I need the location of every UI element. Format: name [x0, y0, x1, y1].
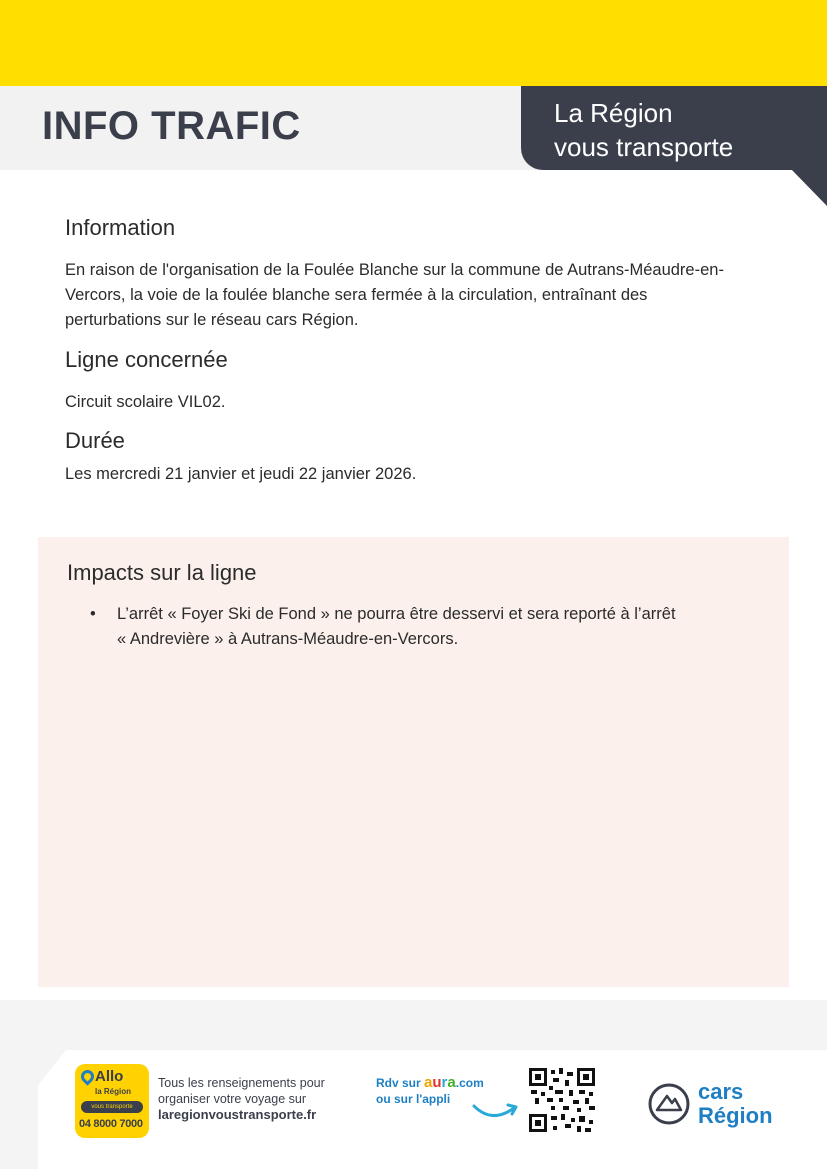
- bullet-icon: •: [90, 605, 96, 623]
- allo-sub: la Région: [95, 1087, 132, 1096]
- aura-promo[interactable]: [376, 1075, 484, 1107]
- aura-letter-r: r: [441, 1074, 448, 1091]
- cars-word: cars: [698, 1079, 744, 1104]
- allo-phone: 04 8000 7000: [79, 1118, 143, 1130]
- location-pin-icon: [78, 1067, 96, 1085]
- top-yellow-band: [0, 0, 827, 86]
- website-link[interactable]: laregionvoustransporte.fr: [158, 1107, 317, 1122]
- information-body: [65, 258, 785, 333]
- aura-line-2: ou sur l'appli: [376, 1092, 451, 1106]
- aura-domain: .com: [455, 1076, 484, 1090]
- cars-region-wordmark: [698, 1080, 773, 1128]
- allo-word: Allo: [95, 1068, 124, 1085]
- footer-info-line-1: Tous les renseignements pour: [158, 1076, 325, 1090]
- footer-info: [158, 1075, 325, 1123]
- allo-region-logo: [75, 1064, 149, 1138]
- slogan-line-2: vous transporte: [554, 132, 734, 162]
- aura-letter-a2: a: [447, 1074, 456, 1091]
- information-line-2: Vercors, la voie de la foulée blanche sera fermée à la circulation, entraînant des: [65, 286, 648, 304]
- slogan: [554, 96, 733, 164]
- rdv-prefix: Rdv sur: [376, 1076, 421, 1090]
- information-line-3: perturbations sur le réseau cars Région.: [65, 311, 359, 329]
- slogan-line-1: La Région: [554, 98, 673, 128]
- aura-letter-a: a: [424, 1074, 433, 1091]
- duree-heading: Durée: [65, 428, 125, 453]
- aura-logo: [424, 1074, 456, 1091]
- qr-code-icon[interactable]: [529, 1068, 595, 1132]
- page-title: INFO TRAFIC: [42, 104, 301, 148]
- impacts-heading: Impacts sur la ligne: [67, 560, 257, 585]
- curved-arrow-icon: [472, 1100, 520, 1122]
- aura-line-1: [376, 1075, 484, 1091]
- impact-line-2: « Andrevière » à Autrans-Méaudre-en-Vercors.: [117, 630, 459, 648]
- cars-region-logo-icon: [647, 1082, 691, 1126]
- information-line-1: En raison de l'organisation de la Foulée Blanche sur la commune de Autrans-Méaudre-en-: [65, 261, 724, 279]
- aura-letter-u: u: [432, 1074, 442, 1091]
- duree-body: Les mercredi 21 janvier et jeudi 22 janvier 2026.: [65, 465, 417, 483]
- impact-line-1: L’arrêt « Foyer Ski de Fond » ne pourra être desservi et sera reporté à l’arrêt: [117, 605, 676, 623]
- region-word: Région: [698, 1103, 773, 1128]
- information-heading: Information: [65, 215, 176, 240]
- ligne-body: Circuit scolaire VIL02.: [65, 393, 226, 411]
- ligne-heading: Ligne concernée: [65, 347, 228, 372]
- footer-info-line-2: organiser votre voyage sur: [158, 1092, 306, 1106]
- impacts-panel: [38, 537, 789, 987]
- list-item: [90, 602, 750, 652]
- impacts-list: [90, 602, 750, 652]
- footer-tab: [38, 1050, 66, 1085]
- allo-pill: vous transporte: [81, 1101, 143, 1113]
- edge-tab: [820, 140, 827, 185]
